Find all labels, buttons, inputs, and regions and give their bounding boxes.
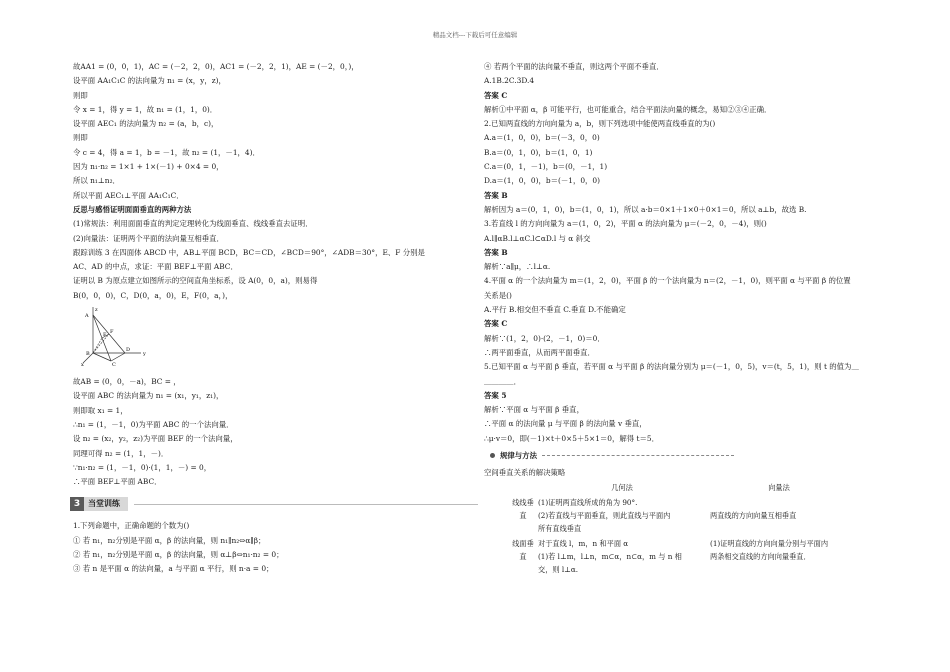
text-line: 令 x = 1，得 y = 1，故 n₁ = (1，1，0)． xyxy=(73,104,218,114)
strategy-table xyxy=(510,480,850,577)
section-divider xyxy=(134,504,478,505)
practice-line: 跟踪训练 3 在四面体 ABCD 中，AB⊥平面 BCD，BC＝CD，∠BCD＝90°，∠ADB＝30°，E、F 分别是 xyxy=(73,247,425,257)
table-cell xyxy=(708,536,850,577)
text-line: 则即 xyxy=(73,133,88,143)
practice-line: AC、AD 的中点，求证：平面 BEF⊥平面 ABC． xyxy=(73,262,238,272)
text-line: 因为 n₁·n₂ = 1×1 + 1×(－1) + 0×4 = 0， xyxy=(73,162,224,172)
table-header-row xyxy=(510,480,850,495)
text-line: 设平面 AA₁C₁C 的法向量为 n₁ = (x，y，z)， xyxy=(73,76,226,86)
cell-line: 两直线的方向向量互相垂直 xyxy=(710,511,797,521)
answer-line: 答案 B xyxy=(484,247,508,257)
text-line: ∴n₁ = (1，－1，0)为平面 ABC 的一个法向量． xyxy=(73,419,234,429)
answer-line: 答案 B xyxy=(484,190,508,200)
text-line: 令 c = 4，得 a = 1，b = －1，故 n₂ = (1，－1，4)． xyxy=(73,147,260,157)
tetrahedron-figure xyxy=(81,305,151,367)
row-head: 线线垂直 xyxy=(512,498,534,521)
text-line: D.a＝(1，0，0)，b＝(－1，0，0) xyxy=(484,176,601,186)
text-line: A.1B.2C.3D.4 xyxy=(484,76,535,86)
text-line: A.平行 B.相交但不垂直 C.垂直 D.不能确定 xyxy=(484,305,626,315)
text-line: 解析∵a∥μ，∴l⊥α. xyxy=(484,262,551,272)
table-header-geo: 几何法 xyxy=(611,483,633,493)
fig-label-b: B xyxy=(86,351,90,358)
table-header-vec: 向量法 xyxy=(768,483,790,493)
text-line: 所以 n₁⊥n₂． xyxy=(73,176,120,186)
table-cell xyxy=(536,536,708,577)
cell-line: (1)若 l⊥m，l⊥n，m⊂α，n⊂α，m 与 n 相 xyxy=(538,552,682,562)
practice-line: 证明以 B 为原点建立如图所示的空间直角坐标系，设 A(0，0，a)，则易得 xyxy=(73,276,318,286)
cell-line: (2)若直线与平面垂直，则此直线与平面内 xyxy=(538,511,671,521)
text-line: 则即 xyxy=(73,90,88,100)
text-line: (1)常规法：利用面面垂直的判定定理转化为线面垂直、线线垂直去证明． xyxy=(73,219,313,229)
section-title: 当堂训练 xyxy=(84,497,128,511)
cell-line: 对于直线 l，m，n 和平面 α xyxy=(538,539,629,549)
cell-line: 交，则 l⊥α. xyxy=(538,565,579,575)
rule-heading xyxy=(490,448,884,462)
table-cell xyxy=(708,495,850,536)
text-line: 3.若直线 l 的方向向量为 a＝(1，0，2)，平面 α 的法向量为 μ＝(－2，0，－4)，则() xyxy=(484,219,767,229)
text-line: 解析∵(1，2，0)·(2，－1，0)＝0． xyxy=(484,333,605,343)
text-line: ∴μ·v＝0，即(－1)×t＋0×5＋5×1＝0，解得 t＝5． xyxy=(484,433,659,443)
cell-line: (1)证明直线的方向向量分别与平面内 xyxy=(710,539,829,549)
answer-line: 答案 C xyxy=(484,90,508,100)
text-line: ∴平面 BEF⊥平面 ABC． xyxy=(73,477,162,487)
text-line: C.a＝(0，1，－1)，b＝(0，－1，1) xyxy=(484,162,608,172)
text-line: 设平面 AEC₁ 的法向量为 n₂ = (a，b，c)， xyxy=(73,119,219,129)
text-line: 故AB = (0，0，－a)，BC = ， xyxy=(73,377,181,387)
section-heading xyxy=(70,495,478,513)
text-line: 关系是() xyxy=(484,290,512,300)
text-line: 解析因为 a＝(0，1，0)，b＝(1，0，1)，所以 a·b＝0×1＋1×0＋0×1＝0，所以 a⊥b，故选 B. xyxy=(484,204,807,214)
text-line: 设 n₂ = (x₂，y₂，z₂)为平面 BEF 的一个法向量， xyxy=(73,434,238,444)
left-column xyxy=(73,60,478,577)
rule-title: 规律与方法 xyxy=(500,450,537,460)
answer-line: 答案 C xyxy=(484,319,508,329)
text-line: B.a＝(0，1，0)，b＝(1，0，1) xyxy=(484,147,593,157)
fig-label-z: z xyxy=(95,307,98,314)
section-number: 3 xyxy=(70,497,84,511)
row-head: 线面垂直 xyxy=(512,539,534,562)
cell-line: 所有直线垂直 xyxy=(538,524,582,534)
cell-line: (1)证明两直线所成的角为 90°. xyxy=(538,498,638,508)
rule-intro: 空间垂直关系的解决策略 xyxy=(484,468,566,478)
table-row xyxy=(510,536,850,577)
text-line: 5.已知平面 α 与平面 β 垂直，若平面 α 与平面 β 的法向量分别为 μ＝(－1，0，5)，v＝(t，5，1)，则 t 的值为＿ xyxy=(484,362,859,372)
text-line: ＿＿＿＿． xyxy=(484,376,521,386)
text-line: 故AA1 = (0，0，1)，AC = (－2，2，0)，AC1 = (－2，2，1)，AE = (－2，0，)， xyxy=(73,62,359,71)
text-line: 设平面 ABC 的法向量为 n₁ = (x₁，y₁，z₁)， xyxy=(73,391,224,401)
text-line: 解析①中平面 α，β 可能平行，也可能重合，结合平面法向量的概念，易知②③④正确． xyxy=(484,104,772,114)
cell-line: 两条相交直线的方向向量垂直． xyxy=(710,552,811,562)
question-line: 1.下列命题中，正确命题的个数为() xyxy=(73,521,190,531)
fig-label-x: x xyxy=(81,362,84,368)
text-line: 所以平面 AEC₁⊥平面 AA₁C₁C． xyxy=(73,190,184,200)
text-line: ∵n₁·n₂ = (1，－1，0)·(1，1，－) = 0， xyxy=(73,462,212,472)
fig-label-a: A xyxy=(85,313,89,320)
fig-label-d: D xyxy=(126,347,131,354)
question-line: ① 若 n₁，n₂分别是平面 α，β 的法向量，则 n₁∥n₂⇔α∥β； xyxy=(73,535,266,545)
question-line: ③ 若 n 是平面 α 的法向量，a 与平面 α 平行，则 n·a = 0； xyxy=(73,564,274,574)
question-line: ② 若 n₁，n₂分别是平面 α，β 的法向量，则 α⊥β⇔n₁·n₂ = 0； xyxy=(73,550,284,560)
fig-label-e: E xyxy=(103,332,107,339)
text-line: 4.平面 α 的一个法向量为 m＝(1，2，0)，平面 β 的一个法向量为 n＝(2，－1，0)，则平面 α 与平面 β 的位置 xyxy=(484,276,851,286)
text-line: ∴平面 α 的法向量 μ 与平面 β 的法向量 v 垂直， xyxy=(484,419,647,429)
rule-divider xyxy=(542,455,734,456)
table-row xyxy=(510,495,850,536)
fig-label-f: F xyxy=(110,329,114,336)
fig-label-c: C xyxy=(112,362,116,368)
text-line: 同理可得 n₂ = (1，1，－)． xyxy=(73,448,169,458)
text-line: (2)向量法：证明两个平面的法向量互相垂直． xyxy=(73,233,224,243)
text-line: 则即取 x₁ = 1， xyxy=(73,405,128,415)
fig-label-y: y xyxy=(143,351,146,358)
text-line: ∴两平面垂直，从而两平面垂直． xyxy=(484,347,595,357)
text-line: ④ 若两个平面的法向量不垂直，则这两个平面不垂直． xyxy=(484,62,664,71)
table-cell xyxy=(536,495,708,536)
practice-line: B(0，0，0)，C，D(0，a，0)，E，F(0，a，)， xyxy=(73,290,233,300)
text-line: 2.已知两直线的方向向量为 a，b，则下列选项中能使两直线垂直的为() xyxy=(484,119,716,129)
text-line: A.l∥αB.l⊥αC.l⊂αD.l 与 α 斜交 xyxy=(484,233,591,243)
right-column xyxy=(484,60,884,577)
text-line: 解析∵平面 α 与平面 β 垂直， xyxy=(484,405,584,415)
text-line: A.a＝(1，0，0)，b＝(－3，0，0) xyxy=(484,133,600,143)
page-header: 精品文档---下载后可任意编辑 xyxy=(432,31,518,39)
answer-line: 答案 5 xyxy=(484,390,507,400)
reflect-title: 反思与感悟证明面面垂直的两种方法 xyxy=(73,204,192,214)
